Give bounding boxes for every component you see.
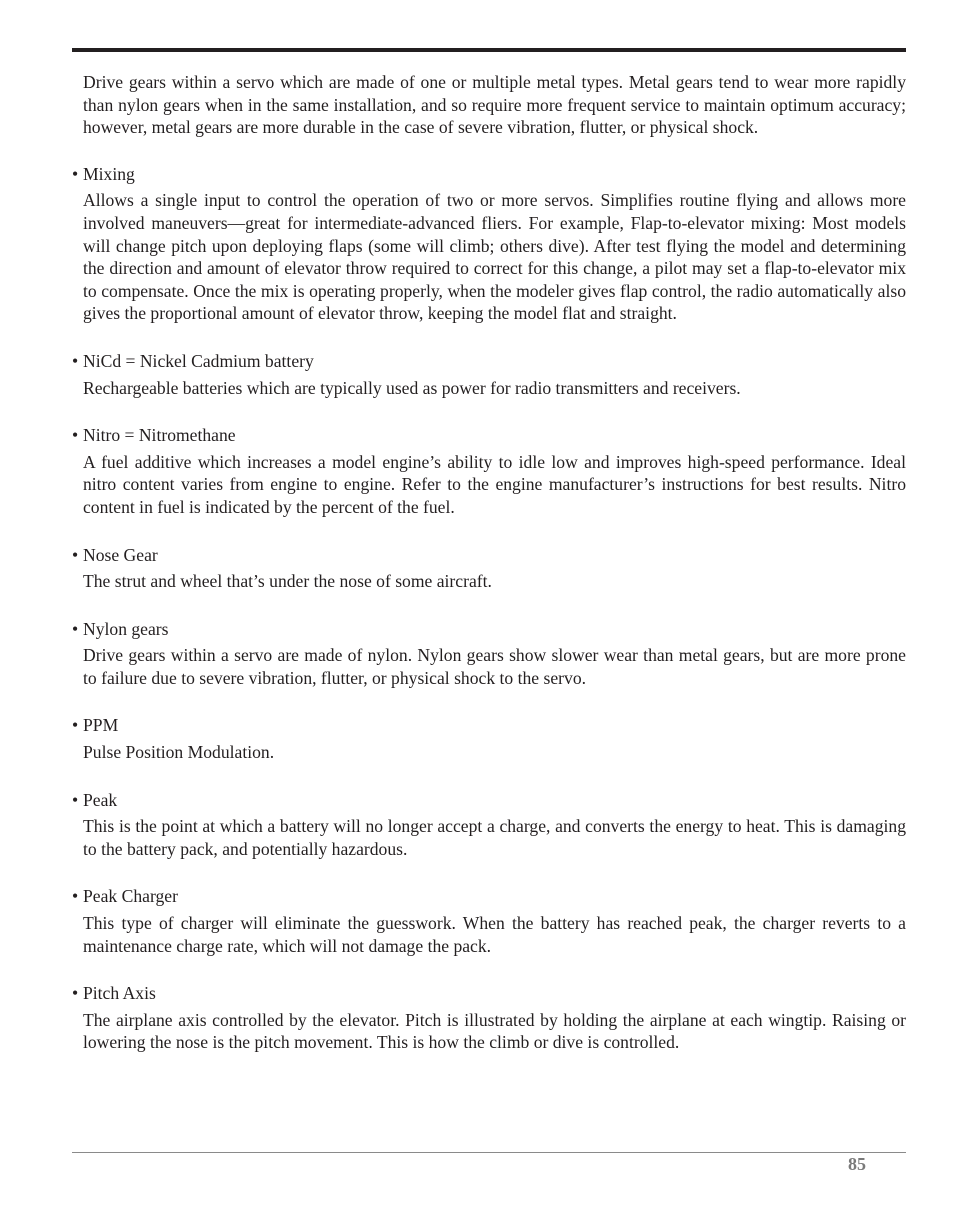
term-label: PPM xyxy=(83,715,119,736)
bullet: • xyxy=(72,163,79,184)
glossary-entry-peak-charger xyxy=(72,885,906,957)
glossary-term xyxy=(72,350,906,373)
glossary-definition: Rechargeable batteries which are typically used as power for radio transmitters and receivers. xyxy=(83,377,741,398)
bottom-rule xyxy=(72,1152,906,1153)
glossary-entry-nicd xyxy=(72,350,906,399)
term-label: Peak xyxy=(83,789,118,810)
glossary-definition: Pulse Position Modulation. xyxy=(83,742,275,763)
glossary-definition: This type of charger will eliminate the guesswork. When the battery has reached peak, the charger reverts to a maintenance charge rate, which will not damage the pack. xyxy=(83,913,906,956)
glossary-term xyxy=(72,424,906,447)
term-label: Nitro = Nitromethane xyxy=(83,425,236,446)
glossary-entry-peak xyxy=(72,789,906,861)
glossary-entry-nylon-gears xyxy=(72,618,906,690)
glossary-definition: The strut and wheel that’s under the nose of some aircraft. xyxy=(83,571,492,592)
term-label: Nylon gears xyxy=(83,618,169,639)
bullet: • xyxy=(72,618,79,639)
glossary-entry-pitch-axis xyxy=(72,982,906,1054)
term-label: Mixing xyxy=(83,163,135,184)
bullet: • xyxy=(72,983,79,1004)
page-number: 85 xyxy=(848,1154,866,1174)
glossary-definition: Drive gears within a servo are made of nylon. Nylon gears show slower wear than metal gears, but are more prone to failure due to severe vibration, flutter, or physical shock to the servo. xyxy=(83,645,906,688)
glossary-term xyxy=(72,789,906,812)
glossary-term xyxy=(72,163,906,186)
glossary-entry-ppm xyxy=(72,714,906,763)
glossary-term xyxy=(72,544,906,567)
bullet: • xyxy=(72,350,79,371)
term-label: Nose Gear xyxy=(83,544,158,565)
glossary-definition: Allows a single input to control the operation of two or more servos. Simplifies routine flying and allows more involved maneuvers—great for intermediate-advanced fliers. For example, Flap-to-elevator mixing: Most models will change pitch upon deploying flaps (some will climb; others dive). After test flying the model and determining the direction and amount of elevator throw required to correct for this change, a pilot may set a flap-to-elevator mix to compensate. Once the mix is operating properly, when the modeler gives flap control, the radio automatically also gives the proportional amount of elevator throw, keeping the model flat and straight. xyxy=(83,190,906,324)
bullet: • xyxy=(72,425,79,446)
glossary-term xyxy=(72,714,906,737)
bullet: • xyxy=(72,715,79,736)
glossary-term xyxy=(72,885,906,908)
glossary-definition: A fuel additive which increases a model engine’s ability to idle low and improves high-speed performance. Ideal nitro content varies from engine to engine. Refer to the engine manufacturer’s instructions for best results. Nitro content in fuel is indicated by the percent of the fuel. xyxy=(83,451,906,517)
glossary-term xyxy=(72,618,906,641)
term-label: NiCd = Nickel Cadmium battery xyxy=(83,350,314,371)
bullet: • xyxy=(72,886,79,907)
glossary-entry-nose-gear xyxy=(72,544,906,593)
intro-paragraph: Drive gears within a servo which are made of one or multiple metal types. Metal gears tend to wear more rapidly than nylon gears when in the same installation, and so require more frequent service to maintain optimum accuracy; however, metal gears are more durable in the case of severe vibration, flutter, or physical shock. xyxy=(83,72,906,138)
glossary-term xyxy=(72,982,906,1005)
term-label: Peak Charger xyxy=(83,886,178,907)
glossary-content xyxy=(72,71,906,1079)
glossary-definition: The airplane axis controlled by the elevator. Pitch is illustrated by holding the airplane at each wingtip. Raising or lowering the nose is the pitch movement. This is how the climb or dive is controlled. xyxy=(83,1009,906,1053)
glossary-entry-nitro xyxy=(72,424,906,518)
bullet: • xyxy=(72,789,79,810)
glossary-definition: This is the point at which a battery will no longer accept a charge, and converts the energy to heat. This is damaging to the battery pack, and potentially hazardous. xyxy=(83,816,906,859)
bullet: • xyxy=(72,544,79,565)
term-label: Pitch Axis xyxy=(83,983,156,1004)
top-rule xyxy=(72,48,906,52)
glossary-entry-mixing xyxy=(72,163,906,325)
